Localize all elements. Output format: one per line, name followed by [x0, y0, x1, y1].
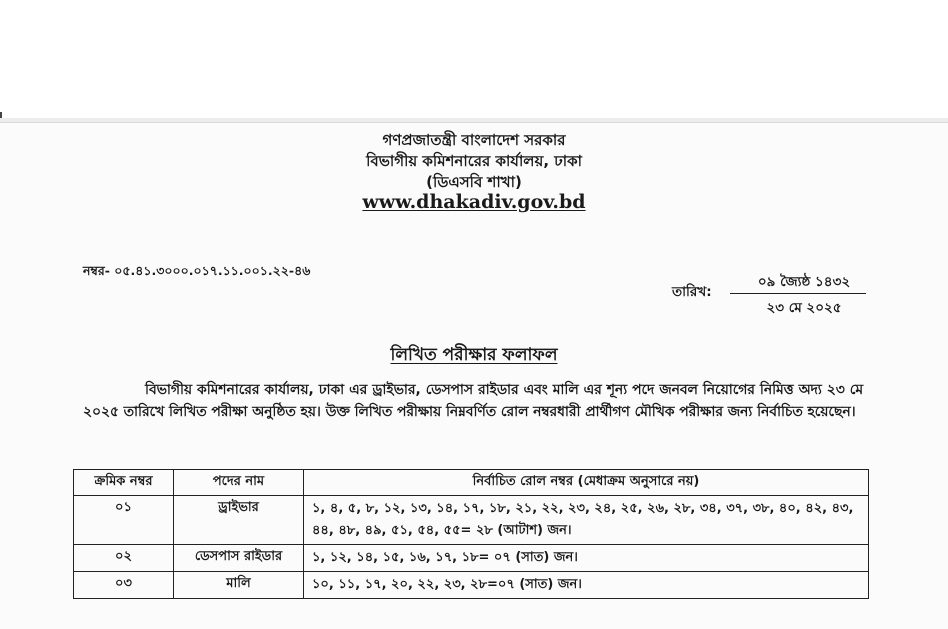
date-block: [672, 271, 872, 315]
row-serial: ০৩: [74, 572, 174, 599]
date-divider: [730, 293, 866, 294]
row-serial: ০২: [74, 545, 174, 572]
result-title: [0, 342, 948, 370]
table-row: [74, 545, 869, 572]
result-title-text: লিখিত পরীক্ষার ফলাফল: [390, 345, 558, 365]
date-label: তারিখ:: [672, 284, 712, 300]
row-post: ডেসপাস রাইডার: [174, 545, 304, 572]
date-bangla: ০৯ জ্যৈষ্ঠ ১৪৩২: [757, 274, 851, 290]
header-office: বিভাগীয় কমিশনারের কার্যালয়, ঢাকা: [366, 152, 582, 170]
document-page: [0, 123, 948, 629]
row-rolls: ১, ১২, ১৪, ১৫, ১৬, ১৭, ১৮= ০৭ (সাত) জন।: [304, 545, 869, 572]
header-government: গণপ্রজাতন্ত্রী বাংলাদেশ সরকার: [382, 131, 566, 149]
table-row: [74, 496, 869, 545]
header-post: পদের নাম: [174, 470, 304, 496]
table-row: [74, 572, 869, 599]
top-blank-area: [0, 0, 948, 118]
memo-number: নম্বর- ০৫.৪১.৩০০০.০১৭.১১.০০১.২২-৪৬: [83, 263, 311, 278]
header-rolls: নির্বাচিত রোল নম্বর (মেধাক্রম অনুসারে নয়): [304, 470, 869, 496]
result-table: [73, 469, 869, 599]
row-rolls: ১০, ১১, ১৭, ২০, ২২, ২৩, ২৮=০৭ (সাত) জন।: [304, 572, 869, 599]
header-serial: ক্রমিক নম্বর: [74, 470, 174, 496]
date-gregorian: ২৩ মে ২০২৫: [766, 300, 842, 316]
row-post: ড্রাইভার: [174, 496, 304, 545]
notice-paragraph: বিভাগীয় কমিশনারের কার্যালয়, ঢাকা এর ড্রাইভার, ডেসপাস রাইডার এবং মালি এর শূন্য পদে জনবল নিয়োগের নিমিত্ত অদ্য ২৩ মে ২০২৫ তারিখে লিখিত পরীক্ষা অনুষ্ঠিত হয়। উক্ত লিখিত পরীক্ষায় নিম্নবর্ণিত রোল নম্বরধারী প্রার্থীগণ মৌখিক পরীক্ষার জন্য নির্বাচিত হয়েছেন।: [83, 382, 863, 420]
table-header-row: [74, 470, 869, 496]
header-branch: (ডিএসবি শাখা): [426, 173, 522, 191]
row-serial: ০১: [74, 496, 174, 545]
header-website-link[interactable]: www.dhakadiv.gov.bd: [362, 191, 586, 213]
row-rolls: ১, ৪, ৫, ৮, ১২, ১৩, ১৪, ১৭, ১৮, ২১, ২২, ২৩, ২৪, ২৫, ২৬, ২৮, ৩৪, ৩৭, ৩৮, ৪০, ৪২, ৪৩, ৪৪, ৪৮, ৪৯, ৫১, ৫৪, ৫৫= ২৮ (আটাশ) জন।: [304, 496, 869, 545]
row-post: মালি: [174, 572, 304, 599]
